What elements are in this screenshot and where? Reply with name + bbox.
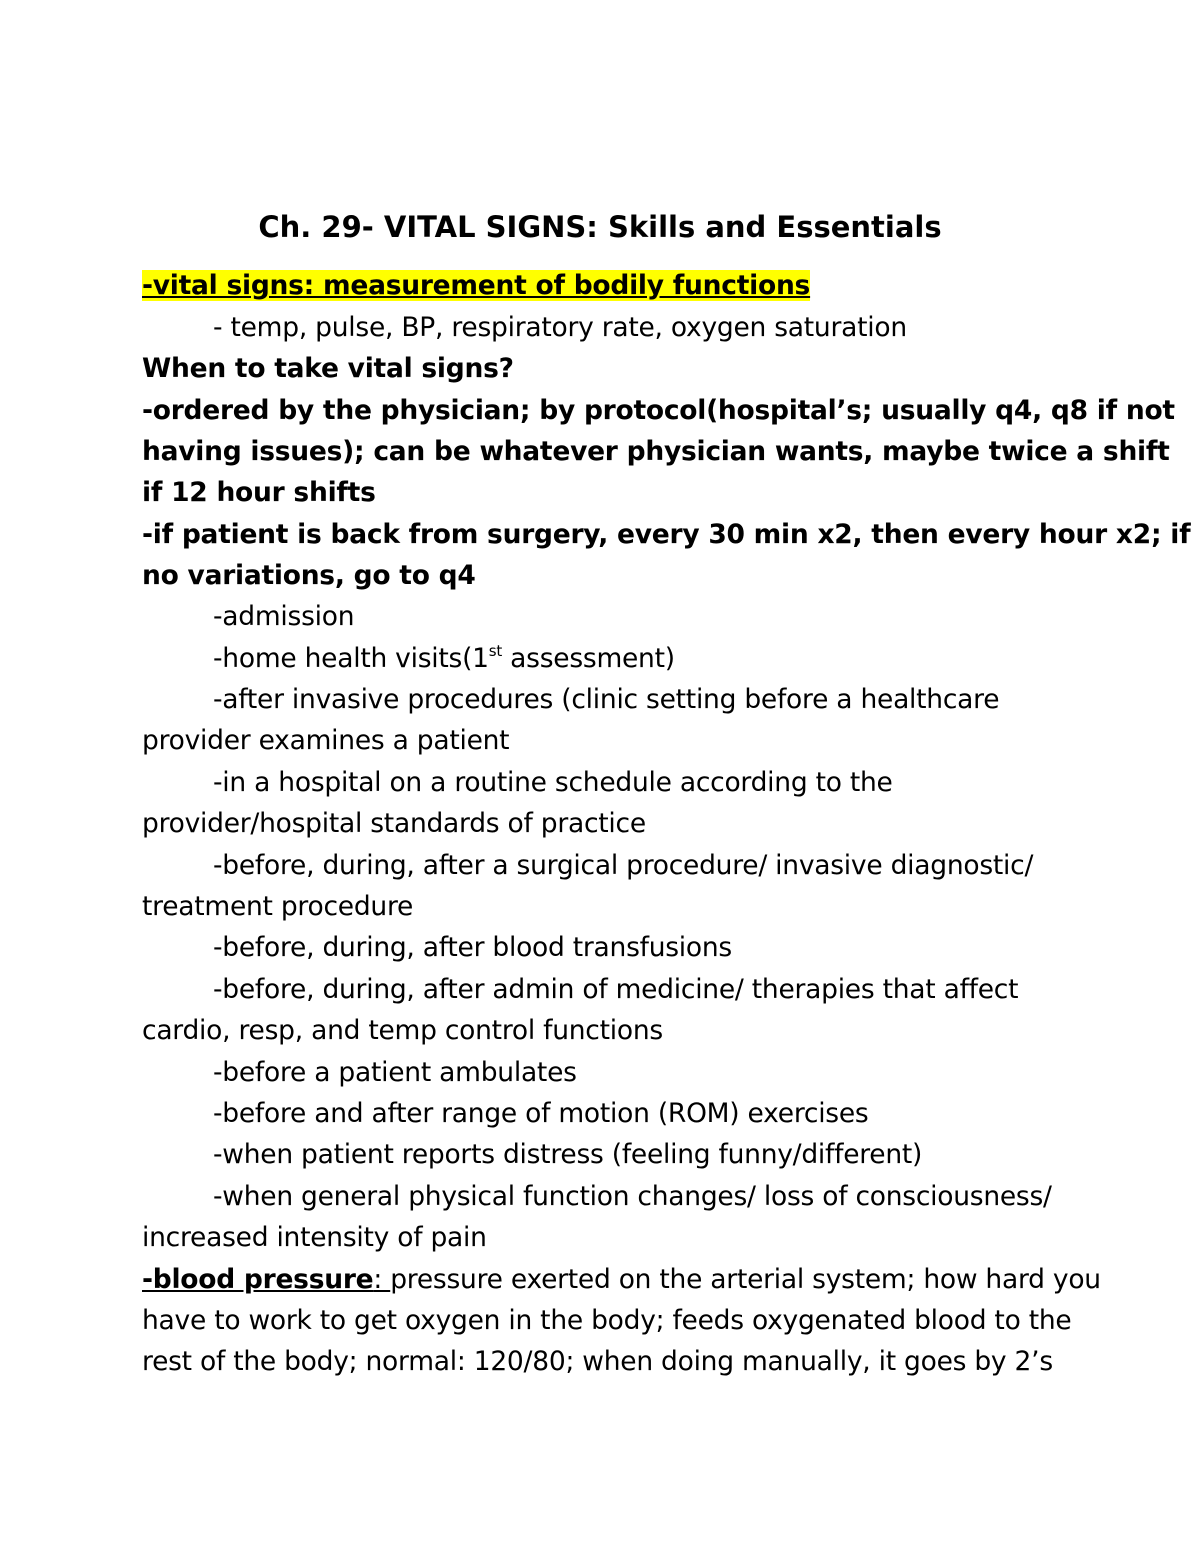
ordered-line-2: having issues); can be whatever physician wants, maybe twice a shift — [142, 436, 1170, 467]
item-surgical-line-1: -before, during, after a surgical procedure/ invasive diagnostic/ — [213, 850, 1034, 881]
item-medicine-line-2: cardio, resp, and temp control functions — [142, 1015, 663, 1046]
highlighted-text: -vital signs: measurement of bodily functions — [142, 270, 811, 301]
vital-signs-list: - temp, pulse, BP, respiratory rate, oxygen saturation — [213, 312, 907, 343]
item-home-pre: -home health visits(1 — [213, 643, 489, 674]
ordered-line-1: -ordered by the physician; by protocol(hospital’s; usually q4, q8 if not — [142, 395, 1175, 426]
vital-signs-heading — [142, 268, 810, 304]
item-function-line-1: -when general physical function changes/ loss of consciousness/ — [213, 1181, 1052, 1212]
item-invasive-line-2: provider examines a patient — [142, 725, 510, 756]
item-hospital-line-1: -in a hospital on a routine schedule according to the — [213, 767, 893, 798]
bp-line-3: rest of the body; normal: 120/80; when doing manually, it goes by 2’s — [142, 1346, 1053, 1377]
item-hospital-line-2: provider/hospital standards of practice — [142, 808, 646, 839]
item-home-health — [213, 641, 675, 677]
item-invasive-line-1: -after invasive procedures (clinic setting before a healthcare — [213, 684, 1000, 715]
surgery-line-1: -if patient is back from surgery, every 30 min x2, then every hour x2; if — [142, 519, 1191, 550]
surgery-line-2: no variations, go to q4 — [142, 560, 476, 591]
bp-term: -blood pressure — [142, 1264, 374, 1295]
item-rom: -before and after range of motion (ROM) exercises — [213, 1098, 869, 1129]
item-ambulates: -before a patient ambulates — [213, 1057, 577, 1088]
item-function-line-2: increased intensity of pain — [142, 1222, 487, 1253]
bp-definition: pressure exerted on the arterial system; how hard you — [390, 1264, 1101, 1295]
item-home-post: assessment) — [502, 643, 675, 674]
when-heading: When to take vital signs? — [142, 353, 514, 384]
item-transfusion: -before, during, after blood transfusions — [213, 932, 732, 963]
bp-line-1 — [142, 1262, 1101, 1298]
document-title: Ch. 29- VITAL SIGNS: Skills and Essentials — [258, 210, 942, 244]
item-admission: -admission — [213, 601, 355, 632]
item-home-superscript: st — [488, 642, 502, 660]
bp-colon: : — [373, 1264, 391, 1295]
item-distress: -when patient reports distress (feeling funny/different) — [213, 1139, 923, 1170]
bp-line-2: have to work to get oxygen in the body; feeds oxygenated blood to the — [142, 1305, 1072, 1336]
item-surgical-line-2: treatment procedure — [142, 891, 414, 922]
item-medicine-line-1: -before, during, after admin of medicine/ therapies that affect — [213, 974, 1019, 1005]
ordered-line-3: if 12 hour shifts — [142, 477, 376, 508]
